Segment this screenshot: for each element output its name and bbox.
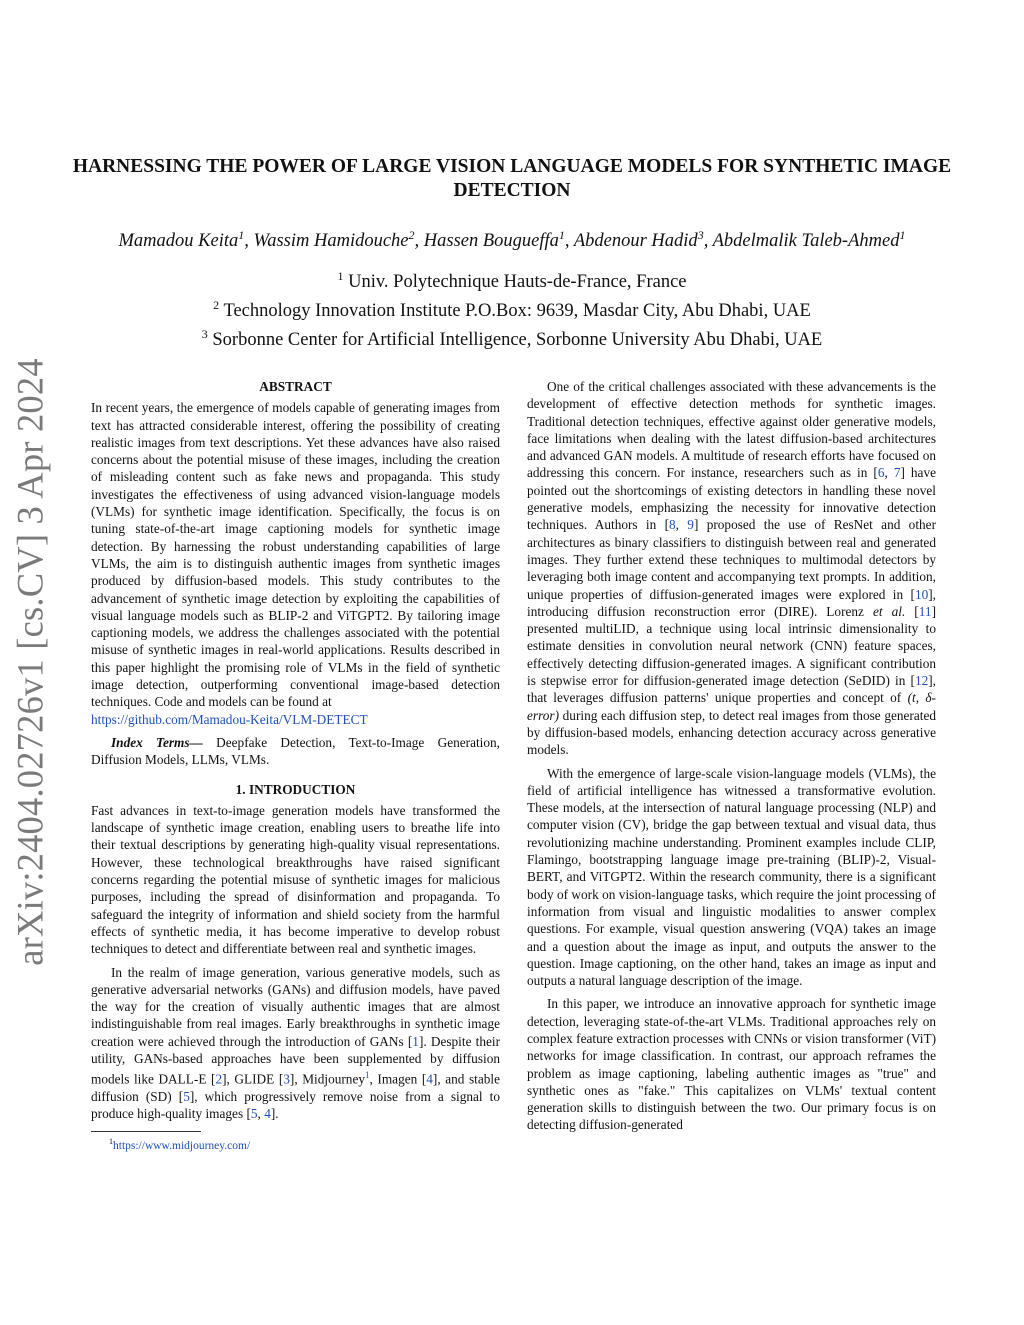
body-paragraph: One of the critical challenges associated with these advancements is the development of effective detection methods for synthetic images. Traditional detection techniques, effective against older generative models, face limitations when dealing with the latest diffusion-based architectures and advanced GAN models. A multitude of research efforts have focused on addressing this concern. For instance, researchers such as in [6, 7] have pointed out the shortcomings of existing detectors in handling these novel generative models, emphasizing the necessity for innovative detection techniques. Authors in [8, 9] proposed the use of ResNet and other architectures as binary classifiers to distinguish between real and generated images. They further extend these techniques to multimodal detectors by leveraging both image content and accompanying text prompts. In addition, unique properties of diffusion-generated images were explored in [10], introducing diffusion reconstruction error (DIRE). Lorenz et al. [11] presented multiLID, a technique using local intrinsic dimensionality to estimate densities in convolution neural network (CNN) feature spaces, effectively detecting diffusion-generated images. A significant contribution is stepwise error for diffusion-generated image detection (SeDID) in [12], that leverages diffusion patterns' unique properties and concept of (t, δ-error) during each diffusion step, to detect real images from those generated by diffusion-based models, enhancing detection accuracy across generative models. (527, 379, 936, 758)
intro-paragraph-1: Fast advances in text-to-image generation models have transformed the landscape of synthetic image creation, enabling users to breathe life into their textual descriptions by generating high-quality visual representations. However, these technological breakthroughs have raised significant concerns regarding the potential misuse of synthetic images for malicious purposes, including the spread of disinformation and propaganda. To safeguard the integrity of information and shield society from the harmful effects of synthetic media, it has become imperative to develop robust techniques to detect and differentiate between real and synthetic images. (91, 802, 500, 957)
intro-paragraph-2: In the realm of image generation, various generative models, such as generative adversarial networks (GANs) and diffusion models, have paved the way for the creation of visually authentic images that are almost indistinguishable from real images. Early breakthroughs in synthetic image creation were achieved through the introduction of GANs [1]. Despite their utility, GANs-based approaches have been supplemented by diffusion models like DALL-E [2], GLIDE [3], Midjourney$^1$, Imagen [4], and stable diffusion (SD) [5], which progressively remove noise from a signal to produce high-quality images [5, 4]. (91, 964, 501, 1122)
author: Hassen Bougueffa (423, 231, 559, 252)
citation[interactable]: 12 (914, 673, 929, 689)
abstract-text: In recent years, the emergence of models capable of generating images from text has attracted considerable interest, offering the possibility of creating realistic images from text descriptions. Yet these advances have also raised concerns about the potential misuse of these images, including the creation of misleading content such as fake news and propaganda. This study investigates the effectiveness of using advanced vision-language models (VLMs) for synthetic image identification. Specifically, the focus is on tuning state-of-the-art image captioning models for synthetic image detection. By harnessing the robust understanding capabilities of large VLMs, the aim is to distinguish authentic images from synthetic images produced by diffusion-based models. This study contributes to the advancement of synthetic image detection by exploiting the capabilities of visual language models such as BLIP-2 and ViTGPT2. By tailoring image captioning models, we address the challenges associated with the potential misuse of synthetic images in real-world applications. Results described in this paper highlight the promising role of VLMs in the field of synthetic image detection, outperforming conventional image-based detection techniques. Code and models can be found at https://github.com/Mamadou-Keita/VLM-DETECT (91, 400, 500, 727)
affiliation: $^3$ Sorbonne Center for Artificial Intelligence, Sorbonne University Abu Dhabi, UAE (201, 327, 823, 351)
citation[interactable]: 7 (893, 465, 901, 481)
left-column (91, 378, 500, 1152)
citation[interactable]: 10 (914, 586, 929, 602)
arxiv-stamp (8, 358, 52, 966)
footnote-divider (91, 1131, 201, 1132)
author-list: Mamadou Keita$^1$, Wassim Hamidouche$^2$, Hassen Bougueffa$^1$, Abdenour Hadid$^3$, Abdelmalik Taleb-Ahmed$^1$ (118, 228, 906, 252)
citation[interactable]: 5 (250, 1106, 258, 1122)
citation[interactable]: 3 (283, 1071, 290, 1087)
right-column (527, 378, 936, 1140)
citation[interactable]: 8 (669, 517, 676, 533)
citation[interactable]: 6 (877, 465, 885, 481)
citation[interactable]: 2 (215, 1071, 223, 1087)
affiliation: $^1$ Univ. Polytechnique Hauts-de-France, France (337, 269, 687, 293)
affiliation-list (60, 265, 964, 352)
abstract-heading: ABSTRACT (259, 379, 332, 394)
intro-heading: 1. INTRODUCTION (235, 781, 356, 797)
author: Abdenour Hadid (573, 231, 698, 252)
arxiv-id: arXiv:2404.02726v1 [cs.CV] 3 Apr 2024 (9, 358, 51, 966)
body-paragraph: In this paper, we introduce an innovative approach for synthetic image detection, leveraging state-of-the-art VLMs. Traditional approaches rely on complex feature extraction processes with CNNs or vision transformer (ViT) networks for image classification. In contrast, our approach reframes the problem as image captioning, labeling authentic images as "true" and synthetic ones as "fake." This capitalizes on VLMs' textual content generation skills to distinguish between the two. Our primary focus is on detecting diffusion-generated (527, 996, 936, 1133)
footnote: $^1$https://www.midjourney.com/ (109, 1136, 251, 1152)
author: Abdelmalik Taleb-Ahmed (712, 231, 900, 252)
citation[interactable]: 4 (426, 1071, 433, 1087)
citation[interactable]: 9 (687, 517, 694, 533)
index-terms: Index Terms— Deepfake Detection, Text-to-Image Generation, Diffusion Models, LLMs, VLMs. (91, 734, 500, 768)
paper-title: HARNESSING THE POWER OF LARGE VISION LANGUAGE MODELS FOR SYNTHETIC IMAGE DETECTION (72, 156, 952, 201)
body-paragraph: With the emergence of large-scale vision-language models (VLMs), the field of artificial intelligence has witnessed a transformative evolution. These models, at the intersection of natural language processing (NLP) and computer vision (CV), bridge the gap between textual and visual data, thus revolutionizing machine understanding. Prominent examples include CLIP, Flamingo, bootstrapping language image pre-training (BLIP)-2, Visual-BERT, and ViTGPT2. Within the research community, there is a significant body of work on vision-language tasks, which require the joint processing of information from visual and linguistic modalities to answer complex questions. For example, visual question answering (VQA) takes an image and a question about the image as input, and outputs the answer to the question. Image captioning, on the other hand, takes an image as input and outputs a natural language description of the image. (527, 765, 936, 989)
author: Wassim Hamidouche (253, 231, 409, 252)
citation[interactable]: 1 (412, 1033, 419, 1049)
math-expression: (t, δ-error) (527, 690, 936, 723)
footnote-marker[interactable]: 1 (365, 1070, 370, 1081)
author: Mamadou Keita (118, 231, 239, 252)
footnote-link[interactable]: https://www.midjourney.com/ (113, 1139, 251, 1152)
citation[interactable]: 11 (918, 603, 932, 619)
code-link[interactable]: https://github.com/Mamadou-Keita/VLM-DETECT (91, 711, 368, 727)
citation[interactable]: 4 (264, 1106, 271, 1122)
citation[interactable]: 5 (183, 1089, 190, 1104)
affiliation: $^2$ Technology Innovation Institute P.O.Box: 9639, Masdar City, Abu Dhabi, UAE (213, 298, 811, 322)
